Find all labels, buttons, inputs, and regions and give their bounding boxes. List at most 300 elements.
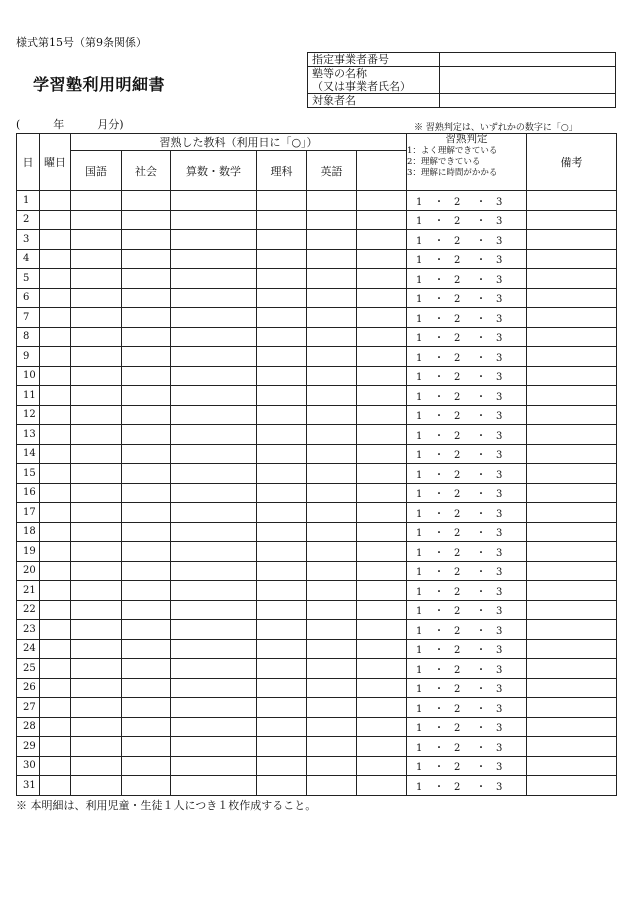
judgment-scale[interactable] [407,308,527,328]
subject-cell-blank[interactable] [357,483,407,503]
judgment-scale[interactable] [407,659,527,679]
subject-cell-math[interactable] [171,366,257,386]
judgment-option[interactable]: 3 [496,547,503,559]
subject-cell-science[interactable] [257,444,307,464]
subject-cell-english[interactable] [307,542,357,562]
judgment-option[interactable]: 1 [416,352,423,364]
judgment-option[interactable]: 1 [416,664,423,676]
judgment-option[interactable]: 3 [496,430,503,442]
judgment-option[interactable]: 2 [454,294,461,306]
judgment-option[interactable]: 2 [454,645,461,657]
subject-cell-math[interactable] [171,327,257,347]
subject-cell-english[interactable] [307,210,357,230]
subject-cell-english[interactable] [307,581,357,601]
weekday-cell[interactable] [40,678,71,698]
subject-cell-math[interactable] [171,425,257,445]
judgment-option[interactable]: 2 [454,411,461,423]
subject-cell-science[interactable] [257,269,307,289]
subject-cell-english[interactable] [307,678,357,698]
weekday-cell[interactable] [40,698,71,718]
subject-cell-blank[interactable] [357,210,407,230]
subject-cell-blank[interactable] [357,561,407,581]
info-value-field[interactable] [440,67,616,94]
judgment-option[interactable]: 2 [454,313,461,325]
judgment-option[interactable]: 2 [454,333,461,345]
subject-cell-english[interactable] [307,756,357,776]
subject-cell-blank[interactable] [357,620,407,640]
subject-cell-english[interactable] [307,522,357,542]
judgment-option[interactable]: 3 [496,508,503,520]
weekday-cell[interactable] [40,405,71,425]
judgment-scale[interactable] [407,386,527,406]
subject-cell-japanese[interactable] [71,639,122,659]
judgment-scale[interactable] [407,347,527,367]
subject-cell-science[interactable] [257,600,307,620]
remarks-cell[interactable] [527,483,617,503]
weekday-cell[interactable] [40,249,71,269]
subject-cell-japanese[interactable] [71,347,122,367]
subject-cell-science[interactable] [257,542,307,562]
subject-cell-math[interactable] [171,639,257,659]
subject-cell-japanese[interactable] [71,483,122,503]
judgment-option[interactable]: 1 [416,274,423,286]
weekday-cell[interactable] [40,444,71,464]
remarks-cell[interactable] [527,756,617,776]
judgment-option[interactable]: 3 [496,411,503,423]
judgment-option[interactable]: 3 [496,742,503,754]
subject-cell-math[interactable] [171,444,257,464]
judgment-option[interactable]: 2 [454,723,461,735]
judgment-option[interactable]: 1 [416,567,423,579]
subject-cell-science[interactable] [257,230,307,250]
subject-cell-english[interactable] [307,366,357,386]
judgment-option[interactable]: 1 [416,586,423,598]
judgment-option[interactable]: 3 [496,333,503,345]
subject-cell-blank[interactable] [357,249,407,269]
weekday-cell[interactable] [40,717,71,737]
judgment-scale[interactable] [407,366,527,386]
subject-cell-english[interactable] [307,230,357,250]
remarks-cell[interactable] [527,347,617,367]
judgment-option[interactable]: 2 [454,684,461,696]
subject-cell-social[interactable] [122,483,171,503]
subject-cell-english[interactable] [307,386,357,406]
subject-cell-blank[interactable] [357,737,407,757]
subject-cell-social[interactable] [122,405,171,425]
subject-cell-english[interactable] [307,639,357,659]
subject-cell-science[interactable] [257,288,307,308]
subject-cell-math[interactable] [171,659,257,679]
remarks-cell[interactable] [527,776,617,796]
remarks-cell[interactable] [527,288,617,308]
subject-cell-science[interactable] [257,483,307,503]
subject-cell-japanese[interactable] [71,464,122,484]
judgment-option[interactable]: 2 [454,528,461,540]
judgment-scale[interactable] [407,717,527,737]
judgment-scale[interactable] [407,600,527,620]
subject-cell-japanese[interactable] [71,776,122,796]
subject-cell-social[interactable] [122,269,171,289]
judgment-option[interactable]: 1 [416,625,423,637]
remarks-cell[interactable] [527,620,617,640]
remarks-cell[interactable] [527,737,617,757]
weekday-cell[interactable] [40,776,71,796]
judgment-option[interactable]: 1 [416,196,423,208]
judgment-option[interactable]: 3 [496,762,503,774]
subject-cell-social[interactable] [122,308,171,328]
judgment-scale[interactable] [407,678,527,698]
subject-cell-japanese[interactable] [71,503,122,523]
subject-cell-math[interactable] [171,756,257,776]
subject-cell-social[interactable] [122,191,171,211]
judgment-scale[interactable] [407,230,527,250]
subject-cell-japanese[interactable] [71,249,122,269]
subject-cell-social[interactable] [122,230,171,250]
judgment-option[interactable]: 1 [416,430,423,442]
judgment-scale[interactable] [407,737,527,757]
subject-cell-japanese[interactable] [71,288,122,308]
judgment-option[interactable]: 2 [454,508,461,520]
weekday-cell[interactable] [40,522,71,542]
subject-cell-english[interactable] [307,659,357,679]
weekday-cell[interactable] [40,308,71,328]
remarks-cell[interactable] [527,444,617,464]
weekday-cell[interactable] [40,210,71,230]
subject-cell-japanese[interactable] [71,366,122,386]
subject-cell-math[interactable] [171,776,257,796]
judgment-option[interactable]: 1 [416,781,423,793]
weekday-cell[interactable] [40,386,71,406]
judgment-option[interactable]: 1 [416,255,423,267]
judgment-option[interactable]: 1 [416,450,423,462]
remarks-cell[interactable] [527,327,617,347]
judgment-option[interactable]: 1 [416,762,423,774]
remarks-cell[interactable] [527,522,617,542]
subject-cell-japanese[interactable] [71,542,122,562]
subject-cell-english[interactable] [307,483,357,503]
subject-cell-english[interactable] [307,308,357,328]
subject-cell-english[interactable] [307,249,357,269]
judgment-scale[interactable] [407,464,527,484]
subject-cell-blank[interactable] [357,659,407,679]
judgment-option[interactable]: 1 [416,606,423,618]
judgment-option[interactable]: 3 [496,664,503,676]
judgment-option[interactable]: 3 [496,684,503,696]
subject-cell-japanese[interactable] [71,269,122,289]
subject-cell-japanese[interactable] [71,678,122,698]
info-value-field[interactable] [440,53,616,67]
subject-cell-blank[interactable] [357,678,407,698]
subject-cell-science[interactable] [257,308,307,328]
subject-cell-social[interactable] [122,620,171,640]
judgment-scale[interactable] [407,269,527,289]
judgment-option[interactable]: 2 [454,664,461,676]
subject-cell-social[interactable] [122,659,171,679]
subject-cell-japanese[interactable] [71,620,122,640]
subject-cell-blank[interactable] [357,698,407,718]
subject-cell-japanese[interactable] [71,717,122,737]
subject-cell-blank[interactable] [357,522,407,542]
remarks-cell[interactable] [527,249,617,269]
judgment-option[interactable]: 3 [496,450,503,462]
weekday-cell[interactable] [40,288,71,308]
subject-cell-science[interactable] [257,522,307,542]
subject-cell-english[interactable] [307,347,357,367]
judgment-option[interactable]: 2 [454,352,461,364]
remarks-cell[interactable] [527,425,617,445]
judgment-option[interactable]: 2 [454,547,461,559]
subject-cell-science[interactable] [257,347,307,367]
judgment-option[interactable]: 3 [496,313,503,325]
subject-cell-blank[interactable] [357,327,407,347]
judgment-option[interactable]: 1 [416,703,423,715]
judgment-scale[interactable] [407,639,527,659]
remarks-cell[interactable] [527,542,617,562]
subject-cell-blank[interactable] [357,776,407,796]
subject-cell-science[interactable] [257,659,307,679]
subject-cell-math[interactable] [171,288,257,308]
subject-cell-japanese[interactable] [71,581,122,601]
judgment-option[interactable]: 3 [496,274,503,286]
subject-cell-social[interactable] [122,678,171,698]
subject-cell-blank[interactable] [357,347,407,367]
subject-cell-japanese[interactable] [71,191,122,211]
judgment-option[interactable]: 3 [496,723,503,735]
subject-cell-social[interactable] [122,210,171,230]
judgment-option[interactable]: 1 [416,372,423,384]
judgment-option[interactable]: 3 [496,703,503,715]
subject-cell-science[interactable] [257,503,307,523]
judgment-option[interactable]: 2 [454,469,461,481]
weekday-cell[interactable] [40,191,71,211]
subject-cell-blank[interactable] [357,464,407,484]
subject-cell-math[interactable] [171,210,257,230]
subject-cell-social[interactable] [122,366,171,386]
subject-cell-social[interactable] [122,249,171,269]
subject-cell-blank[interactable] [357,444,407,464]
judgment-option[interactable]: 1 [416,528,423,540]
subject-cell-blank[interactable] [357,717,407,737]
judgment-option[interactable]: 3 [496,489,503,501]
subject-cell-english[interactable] [307,444,357,464]
subject-cell-social[interactable] [122,581,171,601]
judgment-option[interactable]: 3 [496,586,503,598]
judgment-option[interactable]: 1 [416,723,423,735]
judgment-option[interactable]: 3 [496,196,503,208]
subject-cell-english[interactable] [307,464,357,484]
subject-cell-social[interactable] [122,698,171,718]
subject-cell-english[interactable] [307,269,357,289]
subject-cell-social[interactable] [122,776,171,796]
subject-cell-math[interactable] [171,249,257,269]
weekday-cell[interactable] [40,756,71,776]
weekday-cell[interactable] [40,269,71,289]
subject-cell-math[interactable] [171,737,257,757]
subject-cell-math[interactable] [171,503,257,523]
subject-cell-social[interactable] [122,464,171,484]
subject-cell-japanese[interactable] [71,405,122,425]
subject-cell-social[interactable] [122,717,171,737]
judgment-option[interactable]: 1 [416,411,423,423]
judgment-option[interactable]: 2 [454,274,461,286]
judgment-option[interactable]: 1 [416,469,423,481]
remarks-cell[interactable] [527,581,617,601]
subject-cell-english[interactable] [307,503,357,523]
judgment-option[interactable]: 3 [496,372,503,384]
subject-cell-blank[interactable] [357,756,407,776]
subject-cell-english[interactable] [307,561,357,581]
judgment-scale[interactable] [407,542,527,562]
subject-cell-social[interactable] [122,503,171,523]
subject-cell-science[interactable] [257,581,307,601]
weekday-cell[interactable] [40,581,71,601]
subject-cell-blank[interactable] [357,542,407,562]
judgment-option[interactable]: 1 [416,235,423,247]
subject-cell-blank[interactable] [357,503,407,523]
judgment-scale[interactable] [407,756,527,776]
remarks-cell[interactable] [527,191,617,211]
subject-cell-math[interactable] [171,191,257,211]
judgment-option[interactable]: 2 [454,625,461,637]
subject-cell-science[interactable] [257,776,307,796]
judgment-option[interactable]: 1 [416,742,423,754]
remarks-cell[interactable] [527,464,617,484]
subject-cell-japanese[interactable] [71,561,122,581]
subject-cell-blank[interactable] [357,288,407,308]
subject-cell-blank[interactable] [357,425,407,445]
subject-cell-social[interactable] [122,347,171,367]
remarks-cell[interactable] [527,659,617,679]
subject-cell-math[interactable] [171,405,257,425]
subject-cell-english[interactable] [307,191,357,211]
subject-cell-japanese[interactable] [71,756,122,776]
subject-cell-japanese[interactable] [71,698,122,718]
judgment-option[interactable]: 3 [496,255,503,267]
remarks-cell[interactable] [527,230,617,250]
subject-cell-math[interactable] [171,717,257,737]
subject-cell-english[interactable] [307,288,357,308]
subject-cell-math[interactable] [171,464,257,484]
judgment-option[interactable]: 3 [496,352,503,364]
remarks-cell[interactable] [527,269,617,289]
subject-cell-math[interactable] [171,483,257,503]
judgment-scale[interactable] [407,776,527,796]
subject-cell-japanese[interactable] [71,659,122,679]
subject-cell-blank[interactable] [357,269,407,289]
subject-cell-science[interactable] [257,210,307,230]
judgment-option[interactable]: 2 [454,255,461,267]
subject-cell-japanese[interactable] [71,425,122,445]
weekday-cell[interactable] [40,600,71,620]
judgment-option[interactable]: 1 [416,645,423,657]
remarks-cell[interactable] [527,561,617,581]
remarks-cell[interactable] [527,503,617,523]
weekday-cell[interactable] [40,425,71,445]
judgment-option[interactable]: 2 [454,235,461,247]
weekday-cell[interactable] [40,483,71,503]
judgment-scale[interactable] [407,522,527,542]
subject-cell-science[interactable] [257,678,307,698]
subject-cell-math[interactable] [171,561,257,581]
subject-cell-math[interactable] [171,386,257,406]
subject-cell-english[interactable] [307,737,357,757]
judgment-scale[interactable] [407,698,527,718]
subject-cell-math[interactable] [171,678,257,698]
judgment-scale[interactable] [407,561,527,581]
judgment-scale[interactable] [407,620,527,640]
subject-cell-english[interactable] [307,776,357,796]
subject-cell-social[interactable] [122,288,171,308]
weekday-cell[interactable] [40,503,71,523]
judgment-option[interactable]: 3 [496,528,503,540]
judgment-scale[interactable] [407,483,527,503]
judgment-option[interactable]: 1 [416,391,423,403]
judgment-option[interactable]: 1 [416,294,423,306]
subject-cell-english[interactable] [307,405,357,425]
subject-cell-science[interactable] [257,756,307,776]
judgment-scale[interactable] [407,581,527,601]
judgment-option[interactable]: 3 [496,781,503,793]
subject-cell-english[interactable] [307,698,357,718]
subject-cell-english[interactable] [307,717,357,737]
subject-cell-science[interactable] [257,620,307,640]
judgment-scale[interactable] [407,503,527,523]
judgment-option[interactable]: 2 [454,762,461,774]
subject-cell-japanese[interactable] [71,327,122,347]
remarks-cell[interactable] [527,698,617,718]
weekday-cell[interactable] [40,659,71,679]
subject-cell-science[interactable] [257,386,307,406]
weekday-cell[interactable] [40,230,71,250]
subject-cell-japanese[interactable] [71,210,122,230]
subject-cell-social[interactable] [122,756,171,776]
subject-cell-science[interactable] [257,561,307,581]
subject-cell-social[interactable] [122,444,171,464]
weekday-cell[interactable] [40,327,71,347]
subject-cell-science[interactable] [257,327,307,347]
judgment-option[interactable]: 2 [454,372,461,384]
remarks-cell[interactable] [527,639,617,659]
weekday-cell[interactable] [40,561,71,581]
judgment-option[interactable]: 1 [416,684,423,696]
subject-cell-blank[interactable] [357,230,407,250]
judgment-option[interactable]: 2 [454,742,461,754]
subject-cell-english[interactable] [307,620,357,640]
remarks-cell[interactable] [527,308,617,328]
subject-cell-social[interactable] [122,327,171,347]
judgment-scale[interactable] [407,210,527,230]
judgment-scale[interactable] [407,444,527,464]
subject-cell-social[interactable] [122,425,171,445]
subject-cell-english[interactable] [307,425,357,445]
judgment-option[interactable]: 3 [496,235,503,247]
judgment-option[interactable]: 2 [454,196,461,208]
judgment-option[interactable]: 2 [454,586,461,598]
judgment-scale[interactable] [407,249,527,269]
subject-cell-social[interactable] [122,386,171,406]
judgment-option[interactable]: 3 [496,567,503,579]
judgment-option[interactable]: 3 [496,391,503,403]
subject-cell-japanese[interactable] [71,386,122,406]
weekday-cell[interactable] [40,620,71,640]
subject-cell-japanese[interactable] [71,230,122,250]
subject-cell-blank[interactable] [357,639,407,659]
subject-cell-math[interactable] [171,698,257,718]
judgment-scale[interactable] [407,425,527,445]
judgment-scale[interactable] [407,288,527,308]
judgment-option[interactable]: 2 [454,703,461,715]
remarks-cell[interactable] [527,386,617,406]
